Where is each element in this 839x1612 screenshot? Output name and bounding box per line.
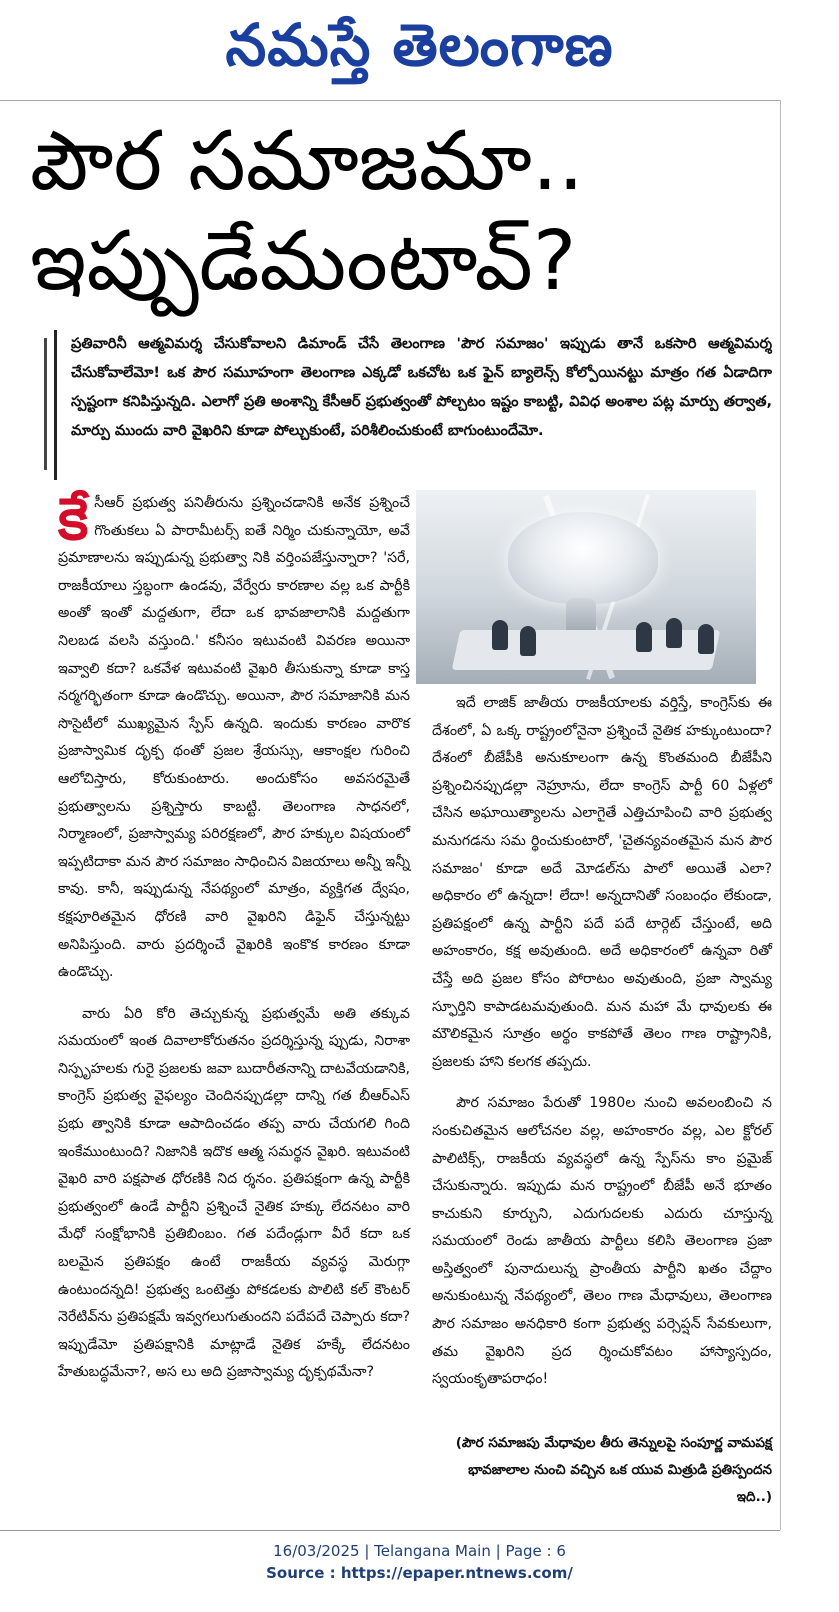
person-figure [666,618,682,648]
headline-line-1: పౌర సమాజమా.. [30,114,584,209]
masthead [0,4,839,96]
footer-divider [0,1530,780,1531]
article-paragraph: వారు ఏరి కోరి తెచ్చుకున్న ప్రభుత్వమే అతి తక్కువ సమయంలో ఇంత దివాలాకోరుతనం ప్రదర్శిస్తున్న ప్పుడు, నిరాశా నిస్పృహలకు గురై ప్రజలకు జవా బుదారీతనాన్ని దాటవేయడానికి, కాంగ్రెస్ ప్రభుత్వ వైఫల్యం చెందినప్పుడల్లా దాన్ని గత బీఆర్ఎస్ ప్రభు త్వానికి కూడా ఆపాదించడం తప్ప వారు చేయగలి గింది ఇంకేముంటుంది? నిజానికి ఇదొక ఆత్మ సమర్థన వైఖరి. ఇటువంటి వైఖరి వారి పక్షపాత ధోరణికి నిద ర్శనం. ప్రతిపక్షంగా ఉన్న పార్టీకి ప్రభుత్వంలో ఉండే పార్టీని ప్రశ్నించే నైతిక హక్కు లేదనటం వారి మేధో సంక్షోభానికి ప్రతిబింబం. గత పదేండ్లుగా వీరే కదా ఒక బలమైన ప్రతిపక్షం ఉంటే రాజకీయ వ్యవస్థ మెరుగ్గా ఉంటుందన్నది! ప్రభుత్వ ఒంటెత్తు పోకడలకు పొలిటి కల్ కౌంటర్ నెరేటివ్‌ను ప్రతిపక్షమే ఇవ్వగలుగుతుందని పదేపదే చెప్పారు కదా? ఇప్పుడేమో ప్రతిపక్షానికి మాట్లాడే నైతిక హక్కే లేదనటం హేతుబద్ధమేనా?, అస లు అది ప్రజాస్వామ్య దృక్పథమేనా? [58,1005,410,1381]
source-link[interactable]: Source : https://epaper.ntnews.com/ [266,1564,573,1582]
page-right-border [780,100,781,1530]
drop-cap: కే [58,485,89,553]
footer [0,1540,839,1600]
person-figure [492,620,508,650]
person-figure [520,626,536,656]
article-paragraph-text: సీఆర్ ప్రభుత్వ పనితీరును ప్రశ్నించడానికి అనేక ప్రశ్నించే గొంతుకలు ఏ పారామీటర్స్ ఐతే నిర్మిం చుకున్నాయో, అవే ప్రమాణాలను ఇప్పుడున్న ప్రభుత్వా నికి వర్తింపజేస్తున్నారా? 'సరే, రాజకీయాలు స్తబ్ధంగా ఉండవు, వేర్వేరు కారణాల వల్ల ఒక పార్టీకి అంతో ఇంతో మద్దతుగా, లేదా ఒక భావజాలానికి మద్దతుగా నిలబడ వలసి వస్తుంది.' కనీసం ఇటువంటి వివరణ అయినా ఇవ్వాలి కదా? ఒకవేళ ఇటువంటి వైఖరి తీసుకున్నా కూడా కాస్త నర్మగర్భితంగా కూడా ఉండొచ్చు. అయినా, పౌర సమాజానికి మన సొసైటీలో ముఖ్యమైన స్పేస్ ఉన్నది. ఇందుకు కారణం వారొక ప్రజాస్వామిక దృక్ప థంతో ప్రజల శ్రేయస్సు, ఆకాంక్షల గురించి ఆలోచిస్తారు, కోరుకుంటారు. అందుకోసం అవసరమైతే ప్రభుత్వాలను ప్రశ్నిస్తారు కాబట్టి. తెలంగాణ సాధనలో, నిర్మాణంలో, ప్రజాస్వామ్య పరిరక్షణలో, పౌర హక్కుల విషయంలో ఇప్పటిదాకా మన పౌర సమాజం సాధించిన విజయాలు అన్నీ ఇన్నీ కావు. కానీ, ఇప్పుడున్న నేపథ్యంలో మాత్రం, వ్యక్తిగత ద్వేషం, కక్షపూరితమైన ధోరణి వారి వైఖరిని డిఫైన్ చేస్తున్నట్టు అనిపిస్తుంది. వారు ప్రదర్శించే వైఖరికి ఇంకొక కారణం కూడా ఉండొచ్చు. [58,495,410,981]
article-paragraph [58,485,410,987]
edition-info: 16/03/2025 | Telangana Main | Page : 6 [273,1542,566,1560]
standfirst: ప్రతివారినీ ఆత్మవిమర్శ చేసుకోవాలని డిమాండ్ చేసే తెలంగాణ 'పౌర సమాజం' ఇప్పుడు తానే ఒకసారి ఆత్మవిమర్శ చేసుకోవాలేమో! ఒక పౌర సమూహంగా తెలంగాణ ఎక్కడో ఒకచోట ఒక ఫైన్ బ్యాలెన్స్ కోల్పోయినట్టు మాత్రం గత ఏడాదిగా స్పష్టంగా కనిపిస్తున్నది. ఎలాగో ప్రతి అంశాన్ని కేసీఆర్ ప్రభుత్వంతో పోల్చటం ఇష్టం కాబట్టి, వివిధ అంశాల పట్ల మార్పు తర్వాత, మార్పు ముందు వారి వైఖరిని కూడా పోల్చుకుంటే, పరిశీలించుకుంటే బాగుంటుందేమో. [54,330,772,480]
author-note: (పౌర సమాజపు మేధావుల తీరు తెన్నులపై సంపూర్ణ వామపక్ష భావజాలాల నుంచి వచ్చిన ఒక యువ మిత్రుడి ప్రతిస్పందన ఇది..) [455,1435,772,1505]
article-left-column [58,485,410,1520]
article-right-column [432,690,772,1520]
headline [30,112,780,327]
article-paragraph: ఇదే లాజిక్ జాతీయ రాజకీయాలకు వర్తిస్తే, కాంగ్రెస్‌కు ఈ దేశంలో, ఏ ఒక్క రాష్ట్రంలోనైనా ప్రశ్నించే నైతిక హక్కుంటుందా? దేశంలో బీజేపీకి అనుకూలంగా ఉన్న కొంతమంది బీజేపీని ప్రశ్నించినప్పుడల్లా నెహ్రూను, లేదా కాంగ్రెస్ పార్టీ 60 ఏళ్లలో చేసిన అఘాయిత్యాలను ఎలాగైతే ఎత్తిచూపించి వారి ప్రభుత్వ మనుగడను సమ ర్థించుకుంటారో, 'చైతన్యవంతమైన మన పౌర సమాజం' కూడా అదే మోడల్‌ను పాలో అయితే ఎలా? అధికారం లో ఉన్నదా! లేదా! అన్నదానితో సంబంధం లేకుండా, ప్రతిపక్షంలో ఉన్న పార్టీని పదే పదే టార్గెట్ చేస్తుంటే, అది అహంకారం, కక్ష అవుతుంది. అదే అధికారంలో ఉన్నవా రితో చేస్తే అది ప్రజల కోసం పోరాటం అవుతుంది, ప్రజా స్వామ్య స్ఫూర్తిని కాపాడటమవుతుంది. మన మహా మే ధావులకు ఈ మౌలికమైన సూత్రం అర్థం కాకపోతే తెలం గాణ రాష్ట్రానికి, ప్రజలకు హాని కలగక తప్పదు. [432,695,772,1070]
standfirst-bar [44,338,47,470]
article-paragraph: పౌర సమాజం పేరుతో 1980ల నుంచి అవలంబించి న సంకుచితమైన ఆలోచనల వల్ల, అహంకారం వల్ల, ఎల క్టోరల్ పాలిటిక్స్, రాజకీయ వ్యవస్థలో ఉన్న స్పేస్‌ను కాం ప్రమైజ్ చేసుకున్నారు. ఇప్పుడు మన రాష్ట్రంలో బీజేపీ అనే భూతం కాచుకుని కూర్చుని, ఎదుగుదలకు ఎదురు చూస్తున్న సమయంలో రెండు జాతీయ పార్టీలు కలిసి తెలంగాణ ప్రజా అస్తిత్వంలో పునాదులున్న ప్రాంతీయ పార్టీని ఖతం చేద్దాం అనుకుంటున్న నేపథ్యంలో, తెలం గాణ మేధావులు, తెలంగాణ పౌర సమాజం అనధికారి కంగా ప్రభుత్వ పర్సెప్షన్ సేవకులుగా, తమ వైఖరిని ప్రద ర్శించుకోవటం హాస్యాస్పదం, స్వయంకృతాపరాధం! [432,1095,772,1388]
article-illustration [416,490,756,684]
person-figure [636,622,652,652]
brain-image [508,512,658,604]
headline-line-2: ఇప్పుడేమంటావ్? [30,214,577,309]
newspaper-logo: నమస్తే తెలంగాణ [225,11,614,79]
header-divider [0,100,780,101]
person-figure [698,624,714,654]
